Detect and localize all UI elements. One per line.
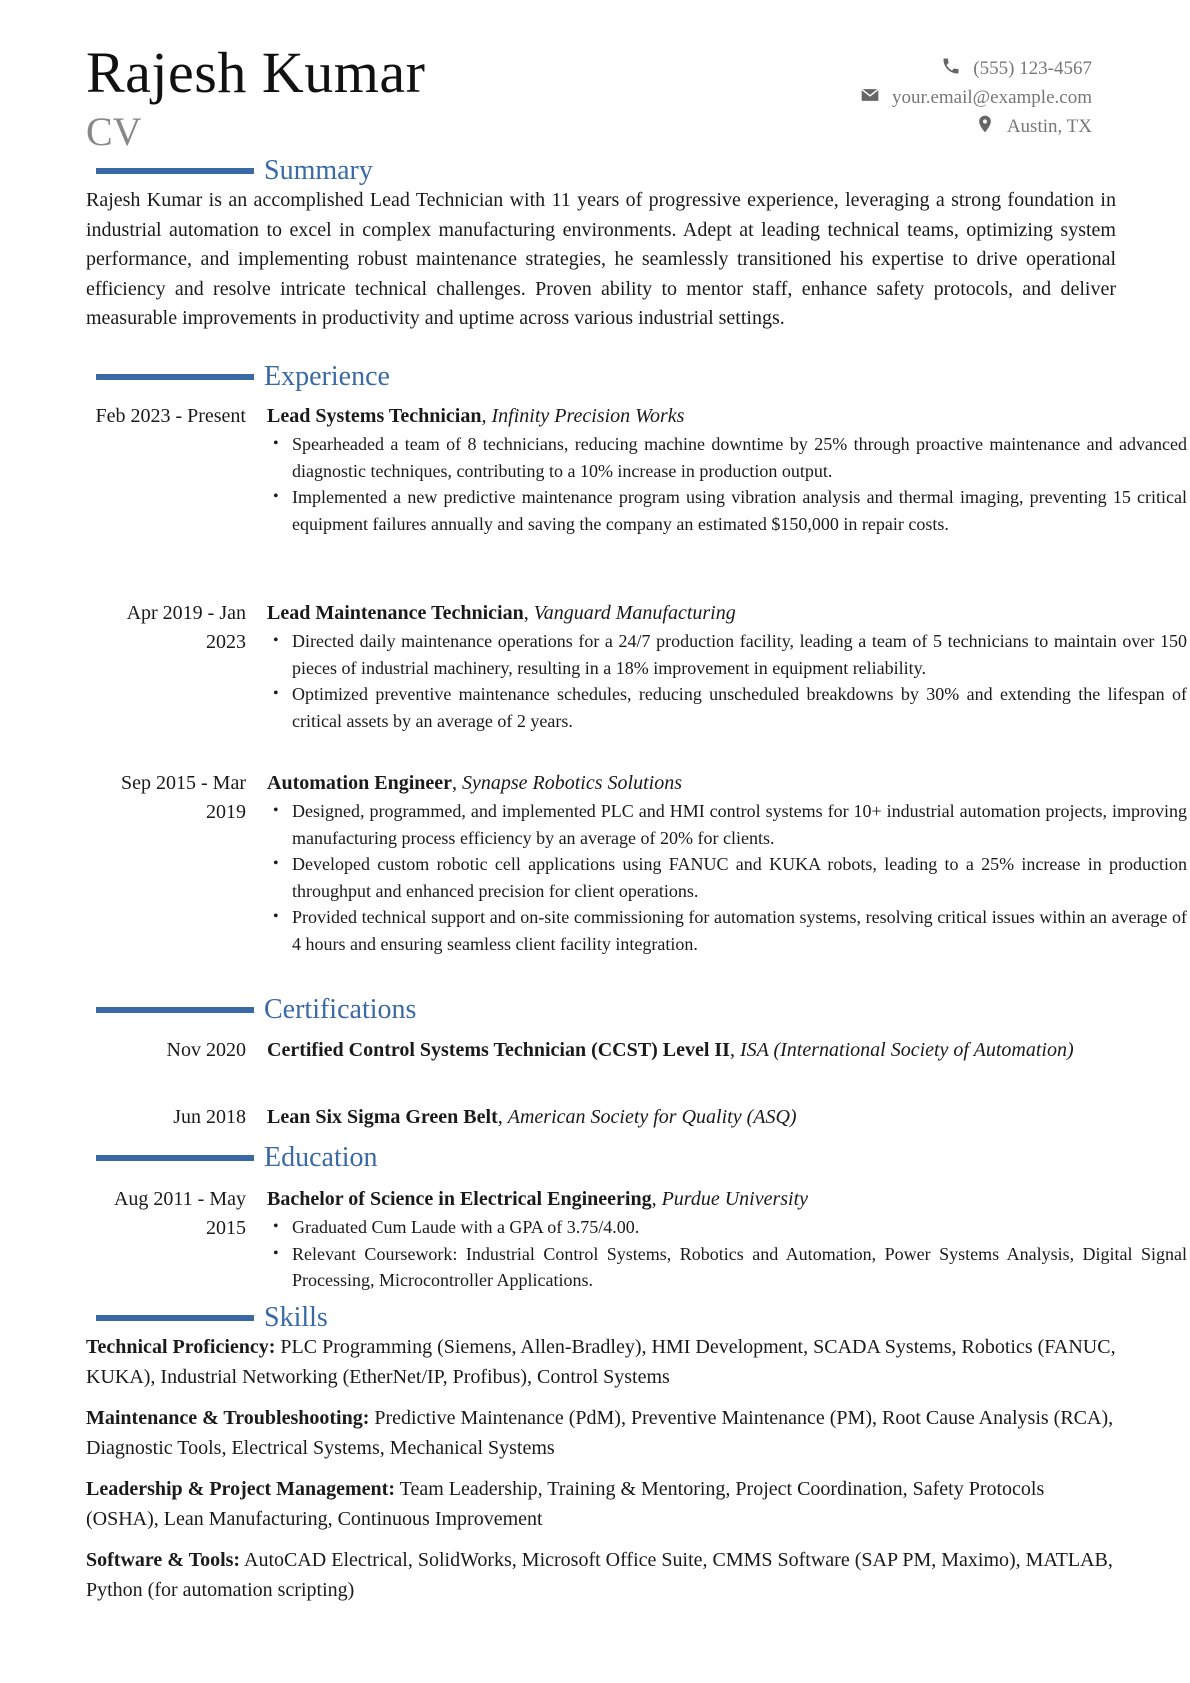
section-header-certifications [96, 993, 416, 1027]
section-accent-bar [96, 1007, 254, 1013]
section-header-experience [96, 360, 390, 394]
email-link[interactable]: your.email@example.com [891, 86, 1092, 108]
entry-bullets [267, 431, 1187, 537]
skill-group [86, 1404, 1116, 1463]
skill-items: Team Leadership, Training & Mentoring, Project Coordination, Safety Protocols (OSHA), Lean Manufacturing, Continuous Improvement [86, 1478, 1045, 1530]
envelope-icon [860, 85, 880, 111]
bullet-item: • Optimized preventive maintenance schedules, reducing unscheduled breakdowns by 30% and extending the lifespan of critical assets by an average of 2 years. [267, 681, 1187, 734]
summary-text: Rajesh Kumar is an accomplished Lead Technician with 11 years of progressive experience, leveraging a strong foundation in industrial automation to excel in complex manufacturing environments. Adept at leading technical teams, optimizing system performance, and implementing robust maintenance strategies, he seamlessly transitioned his expertise to drive operational efficiency and resolve intricate technical challenges. Proven ability to mentor staff, enhance safety protocols, and deliver measurable improvements in productivity and uptime across various industrial settings. [86, 189, 1116, 329]
certification-issuer: American Society for Quality (ASQ) [507, 1106, 797, 1128]
section-title-experience: Experience [264, 361, 390, 392]
skill-group [86, 1475, 1116, 1534]
section-title-education: Education [264, 1142, 378, 1173]
bullet-item: • Spearheaded a team of 8 technicians, reducing machine downtime by 25% through proactive maintenance and advanced diagnostic techniques, contributing to a 10% increase in production output. [267, 431, 1187, 484]
section-accent-bar [96, 374, 254, 380]
skill-items: PLC Programming (Siemens, Allen-Bradley), HMI Development, SCADA Systems, Robotics (FANUC, KUKA), Industrial Networking (EtherNet/IP, Profibus), Control Systems [86, 1336, 1116, 1388]
entry-date: Aug 2011 - May 2015 [113, 1188, 246, 1239]
contact-block [860, 54, 1092, 141]
certification-name: Certified Control Systems Technician (CCST) Level II [267, 1039, 730, 1061]
skill-group [86, 1546, 1116, 1605]
degree-name: Bachelor of Science in Electrical Engineering [267, 1188, 652, 1210]
entry-bullets [267, 798, 1187, 957]
skill-category: Technical Proficiency: [86, 1336, 276, 1358]
bullet-item: • Designed, programmed, and implemented PLC and HMI control systems for 10+ industrial automation projects, improving manufacturing process efficiency by an average of 20% for clients. [267, 798, 1187, 851]
certification-name: Lean Six Sigma Green Belt [267, 1106, 498, 1128]
section-header-skills [96, 1301, 328, 1335]
certification-issuer: ISA (International Society of Automation) [739, 1039, 1074, 1061]
document-subtitle: CV [86, 109, 142, 154]
section-title-summary: Summary [264, 155, 373, 186]
entry-organization: Infinity Precision Works [491, 405, 685, 427]
bullet-item: • Directed daily maintenance operations for a 24/7 production facility, leading a team of 5 technicians to maintain over 150 pieces of industrial machinery, resulting in a 18% improvement in equipment reliability. [267, 628, 1187, 681]
candidate-name: Rajesh Kumar [86, 40, 426, 105]
bullet-item: • Relevant Coursework: Industrial Control Systems, Robotics and Automation, Power Systems Analysis, Digital Signal Processing, Microcontroller Applications. [267, 1241, 1187, 1294]
bullet-item: • Graduated Cum Laude with a GPA of 3.75/4.00. [267, 1214, 1187, 1241]
entry-organization: Synapse Robotics Solutions [462, 772, 682, 794]
entry-date: Feb 2023 - Present [95, 405, 246, 427]
skill-category: Software & Tools: [86, 1549, 241, 1571]
section-accent-bar [96, 1315, 254, 1321]
bullet-item: • Implemented a new predictive maintenance program using vibration analysis and thermal imaging, preventing 15 critical equipment failures annually and saving the company an estimated $150,000 in repair costs. [267, 484, 1187, 537]
section-title-skills: Skills [264, 1302, 328, 1333]
entry-date: Apr 2019 - Jan 2023 [126, 602, 246, 653]
section-header-summary [96, 154, 373, 188]
section-accent-bar [96, 168, 254, 174]
entry-date: Nov 2020 [166, 1039, 246, 1061]
contact-phone [860, 54, 1092, 83]
entry-role: Lead Maintenance Technician [267, 602, 524, 624]
entry-date: Sep 2015 - Mar 2019 [121, 772, 246, 823]
section-accent-bar [96, 1155, 254, 1161]
phone-text[interactable]: (555) 123-4567 [973, 57, 1092, 79]
contact-location [860, 112, 1092, 141]
map-pin-icon [975, 114, 995, 140]
entry-organization: Vanguard Manufacturing [533, 602, 736, 624]
skill-items: AutoCAD Electrical, SolidWorks, Microsoft Office Suite, CMMS Software (SAP PM, Maximo), MATLAB, Python (for automation scripting) [86, 1549, 1113, 1601]
skill-items: Predictive Maintenance (PdM), Preventive Maintenance (PM), Root Cause Analysis (RCA), Diagnostic Tools, Electrical Systems, Mechanical Systems [86, 1407, 1114, 1459]
entry-role: Lead Systems Technician [267, 405, 482, 427]
entry-date: Jun 2018 [173, 1106, 246, 1128]
skill-category: Maintenance & Troubleshooting: [86, 1407, 370, 1429]
entry-bullets [267, 628, 1187, 734]
resume-page: Rajesh Kumar CV (555) 123-4567 your.email@example.com Austin, TX Summary Rajesh Kumar is an accomplished Lead Technician with 11 years of progressive experience, leveraging a strong foundation in industrial automation to excel in complex manufacturing environments. Adept at leading technical teams, optimizing system performance, and implementing robust maintenance strategies, he seamlessly transitioned his expertise to drive operational efficiency and resolve intricate technical challenges. Proven ability to mentor staff, enhance safety protocols, and deliver measurable improvements in productivity and uptime across various industrial settings. Experience Feb 2023 - Present Lead Systems Technician, Infinity Precision Works • Spearheaded a team of 8 technicians, reducing machine downtime by 25% through proactive maintenance and advanced diagnostic techniques, contributing to a 10% increase in production output. • Implemented a new predictive maintenance program using vibration analysis and thermal imaging, preventing 15 critical equipment failures annually and saving the company an estimated $150,000 in repair costs. Apr 2019 - Jan 2023 Lead Maintenance Technician, Vanguard Manufacturing • Directed daily maintenance operations for a 24/7 production facility, leading a team of 5 technicians to maintain over 150 pieces of industrial machinery, resulting in a 18% improvement in equipment reliability. • Optimized preventive maintenance schedules, reducing unscheduled breakdowns by 30% and extending the lifespan of critical assets by an average of 2 years. Sep 2015 - Mar 2019 Automation Engineer, Synapse Robotics Solutions • Designed, programmed, and implemented PLC and HMI control systems for 10+ industrial automation projects, improving manufacturing process efficiency by an average of 20% for clients. • Developed custom robotic cell applications using FANUC and KUKA robots, leading to a 25% increase in production throughput and enhanced precision for client operations. • Provided technical support and on-site commissioning for automation systems, resolving critical issues within an average of 4 hours and ensuring seamless client facility integration. Certifications Nov 2020 Certified Control Systems Technician (CCST) Level II, ISA (International Society of Automation) Jun 2018 Lean Six Sigma Green Belt, American Society for Quality (ASQ) Education Aug 2011 - May 2015 Bachelor of Science in Electrical Engineering, Purdue University • Graduated Cum Laude with a GPA of 3.75/4.00. • Relevant Coursework: Industrial Control Systems, Robotics and Automation, Power Systems Analysis, Digital Signal Processing, Microcontroller Applications. Skills Technical Proficiency: PLC Programming (Siemens, Allen-Bradley), HMI Development, SCADA Systems, Robotics (FANUC, KUKA), Industrial Networking (EtherNet/IP, Profibus), Control Systems Maintenance & Troubleshooting: Predictive Maintenance (PdM), Preventive Maintenance (PM), Root Cause Analysis (RCA), Diagnostic Tools, Electrical Systems, Mechanical Systems Leadership & Project Management: Team Leadership, Training & Mentoring, Project Coordination, Safety Protocols (OSHA), Lean Manufacturing, Continuous Improvement Software & Tools: AutoCAD Electrical, SolidWorks, Microsoft Office Suite, CMMS Software (SAP PM, Maximo), MATLAB, Python (for automation scripting) [0, 0, 1190, 1683]
skill-group [86, 1333, 1116, 1392]
section-title-certifications: Certifications [264, 994, 417, 1025]
bullet-item: • Developed custom robotic cell applications using FANUC and KUKA robots, leading to a 25% increase in production throughput and enhanced precision for client operations. [267, 851, 1187, 904]
location-text: Austin, TX [1006, 115, 1092, 137]
section-header-education [96, 1141, 378, 1175]
entry-bullets [267, 1214, 1187, 1294]
skill-category: Leadership & Project Management: [86, 1478, 396, 1500]
phone-icon [941, 56, 961, 82]
school-name: Purdue University [661, 1188, 809, 1210]
entry-role: Automation Engineer [267, 772, 452, 794]
contact-email [860, 83, 1092, 112]
bullet-item: • Provided technical support and on-site commissioning for automation systems, resolving critical issues within an average of 4 hours and ensuring seamless client facility integration. [267, 904, 1187, 957]
